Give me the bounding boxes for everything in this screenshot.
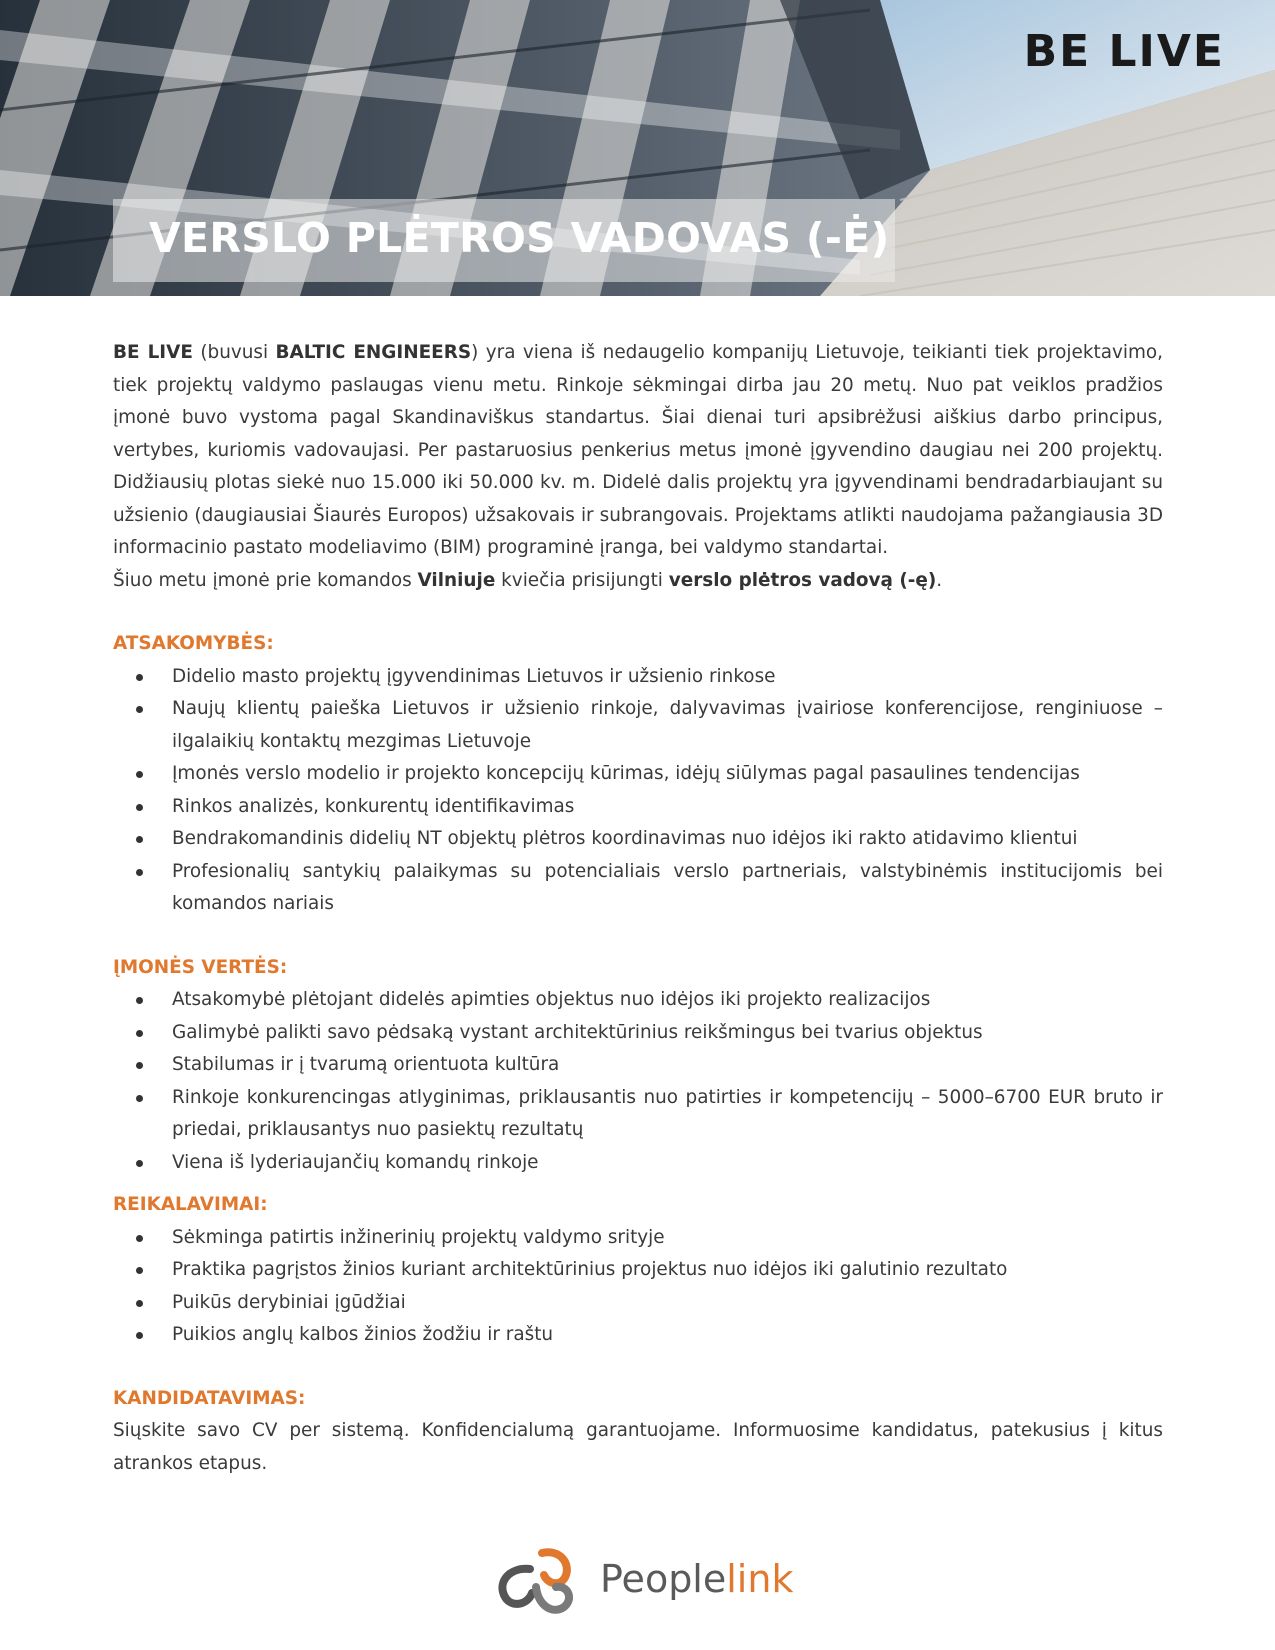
application-heading: KANDIDATAVIMAS: xyxy=(113,1387,306,1409)
list-item: Rinkoje konkurencingas atlyginimas, priklausantis nuo patirties ir kompetencijų – 5000–6700 EUR bruto ir priedai, priklausantys nuo pasiektų rezultatų xyxy=(113,1082,1163,1147)
former-company-name: BALTIC ENGINEERS xyxy=(275,342,472,363)
title-banner xyxy=(113,199,895,282)
list-item: Stabilumas ir į tvarumą orientuota kultūra xyxy=(113,1049,1163,1082)
job-description xyxy=(113,337,1163,1480)
invitation-text: . xyxy=(936,569,943,591)
intro-text: (buvusi xyxy=(192,342,276,363)
position-name: verslo plėtros vadovą (-ę) xyxy=(668,569,937,591)
peoplelink-wordmark xyxy=(600,1557,793,1601)
header-banner xyxy=(0,0,1275,296)
be-live-logo: BE LIVE xyxy=(1023,26,1225,77)
list-item: Rinkos analizės, konkurentų identifikavimas xyxy=(113,791,1163,824)
values-list xyxy=(113,984,1163,1179)
brand-part-link: link xyxy=(726,1557,794,1601)
list-item: Puikios anglų kalbos žinios žodžiu ir raštu xyxy=(113,1319,1163,1352)
invitation-line xyxy=(113,565,1163,598)
city: Vilniuje xyxy=(417,569,496,591)
job-title: VERSLO PLĖTROS VADOVAS (-Ė) xyxy=(149,214,890,262)
requirements-heading: REIKALAVIMAI: xyxy=(113,1194,268,1215)
responsibilities-list xyxy=(113,661,1163,921)
intro-text: ) yra viena iš nedaugelio kompanijų Lietuvoje, teikianti tiek projektavimo, tiek projektų valdymo paslaugas vienu metu. Rinkoje sėkmingai dirba jau 20 metų. Nuo pat veiklos pradžios įmonė buvo vystoma pagal Skandinaviškus standartus. Šiai dienai turi apsibrėžusi aiškius darbo principus, vertybes, kuriomis vadovaujasi. Per pastaruosius penkerius metus įmonė įgyvendino daugiau nei 200 projektų. Didžiausių plotas siekė nuo 15.000 iki 50.000 kv. m. Didelė dalis projektų yra įgyvendinami bendradarbiaujant su užsienio (daugiausiai Šiaurės Europos) užsakovais ir subrangovais. Projektams atlikti naudojama pažangiausia 3D informacinio pastato modeliavimo (BIM) programinė įranga, bei valdymo standartai. xyxy=(113,342,1163,558)
list-item: Galimybė palikti savo pėdsaką vystant architektūrinius reikšmingus bei tvarius objektus xyxy=(113,1017,1163,1050)
list-item: Sėkminga patirtis inžinerinių projektų valdymo srityje xyxy=(113,1222,1163,1255)
list-item: Didelio masto projektų įgyvendinimas Lietuvos ir užsienio rinkose xyxy=(113,661,1163,694)
requirements-list xyxy=(113,1222,1163,1352)
company-name: BE LIVE xyxy=(113,342,193,363)
invitation-text: Šiuo metu įmonė prie komandos xyxy=(113,569,418,591)
responsibilities-heading: ATSAKOMYBĖS: xyxy=(113,633,274,654)
peoplelink-emblem-icon xyxy=(490,1545,590,1625)
list-item: Profesionalių santykių palaikymas su potencialiais verslo partneriais, valstybinėmis institucijomis bei komandos nariais xyxy=(113,856,1163,921)
list-item: Naujų klientų paieška Lietuvos ir užsienio rinkoje, dalyvavimas įvairiose konferencijose, renginiuose – ilgalaikių kontaktų mezgimas Lietuvoje xyxy=(113,693,1163,758)
brand-part-people: People xyxy=(600,1557,727,1601)
peoplelink-logo xyxy=(490,1545,794,1625)
list-item: Viena iš lyderiaujančių komandų rinkoje xyxy=(113,1147,1163,1180)
intro-paragraph xyxy=(113,337,1163,565)
list-item: Puikūs derybiniai įgūdžiai xyxy=(113,1287,1163,1320)
list-item: Praktika pagrįstos žinios kuriant architektūrinius projektus nuo idėjos iki galutinio rezultato xyxy=(113,1254,1163,1287)
application-text: Siųskite savo CV per sistemą. Konfidencialumą garantuojame. Informuosime kandidatus, patekusius į kitus atrankos etapus. xyxy=(113,1420,1163,1474)
list-item: Bendrakomandinis didelių NT objektų plėtros koordinavimas nuo idėjos iki rakto atidavimo klientui xyxy=(113,823,1163,856)
invitation-text: kviečia prisijungti xyxy=(495,569,669,591)
list-item: Atsakomybė plėtojant didelės apimties objektus nuo idėjos iki projekto realizacijos xyxy=(113,984,1163,1017)
list-item: Įmonės verslo modelio ir projekto koncepcijų kūrimas, idėjų siūlymas pagal pasaulines tendencijas xyxy=(113,758,1163,791)
values-heading: ĮMONĖS VERTĖS: xyxy=(113,956,288,978)
